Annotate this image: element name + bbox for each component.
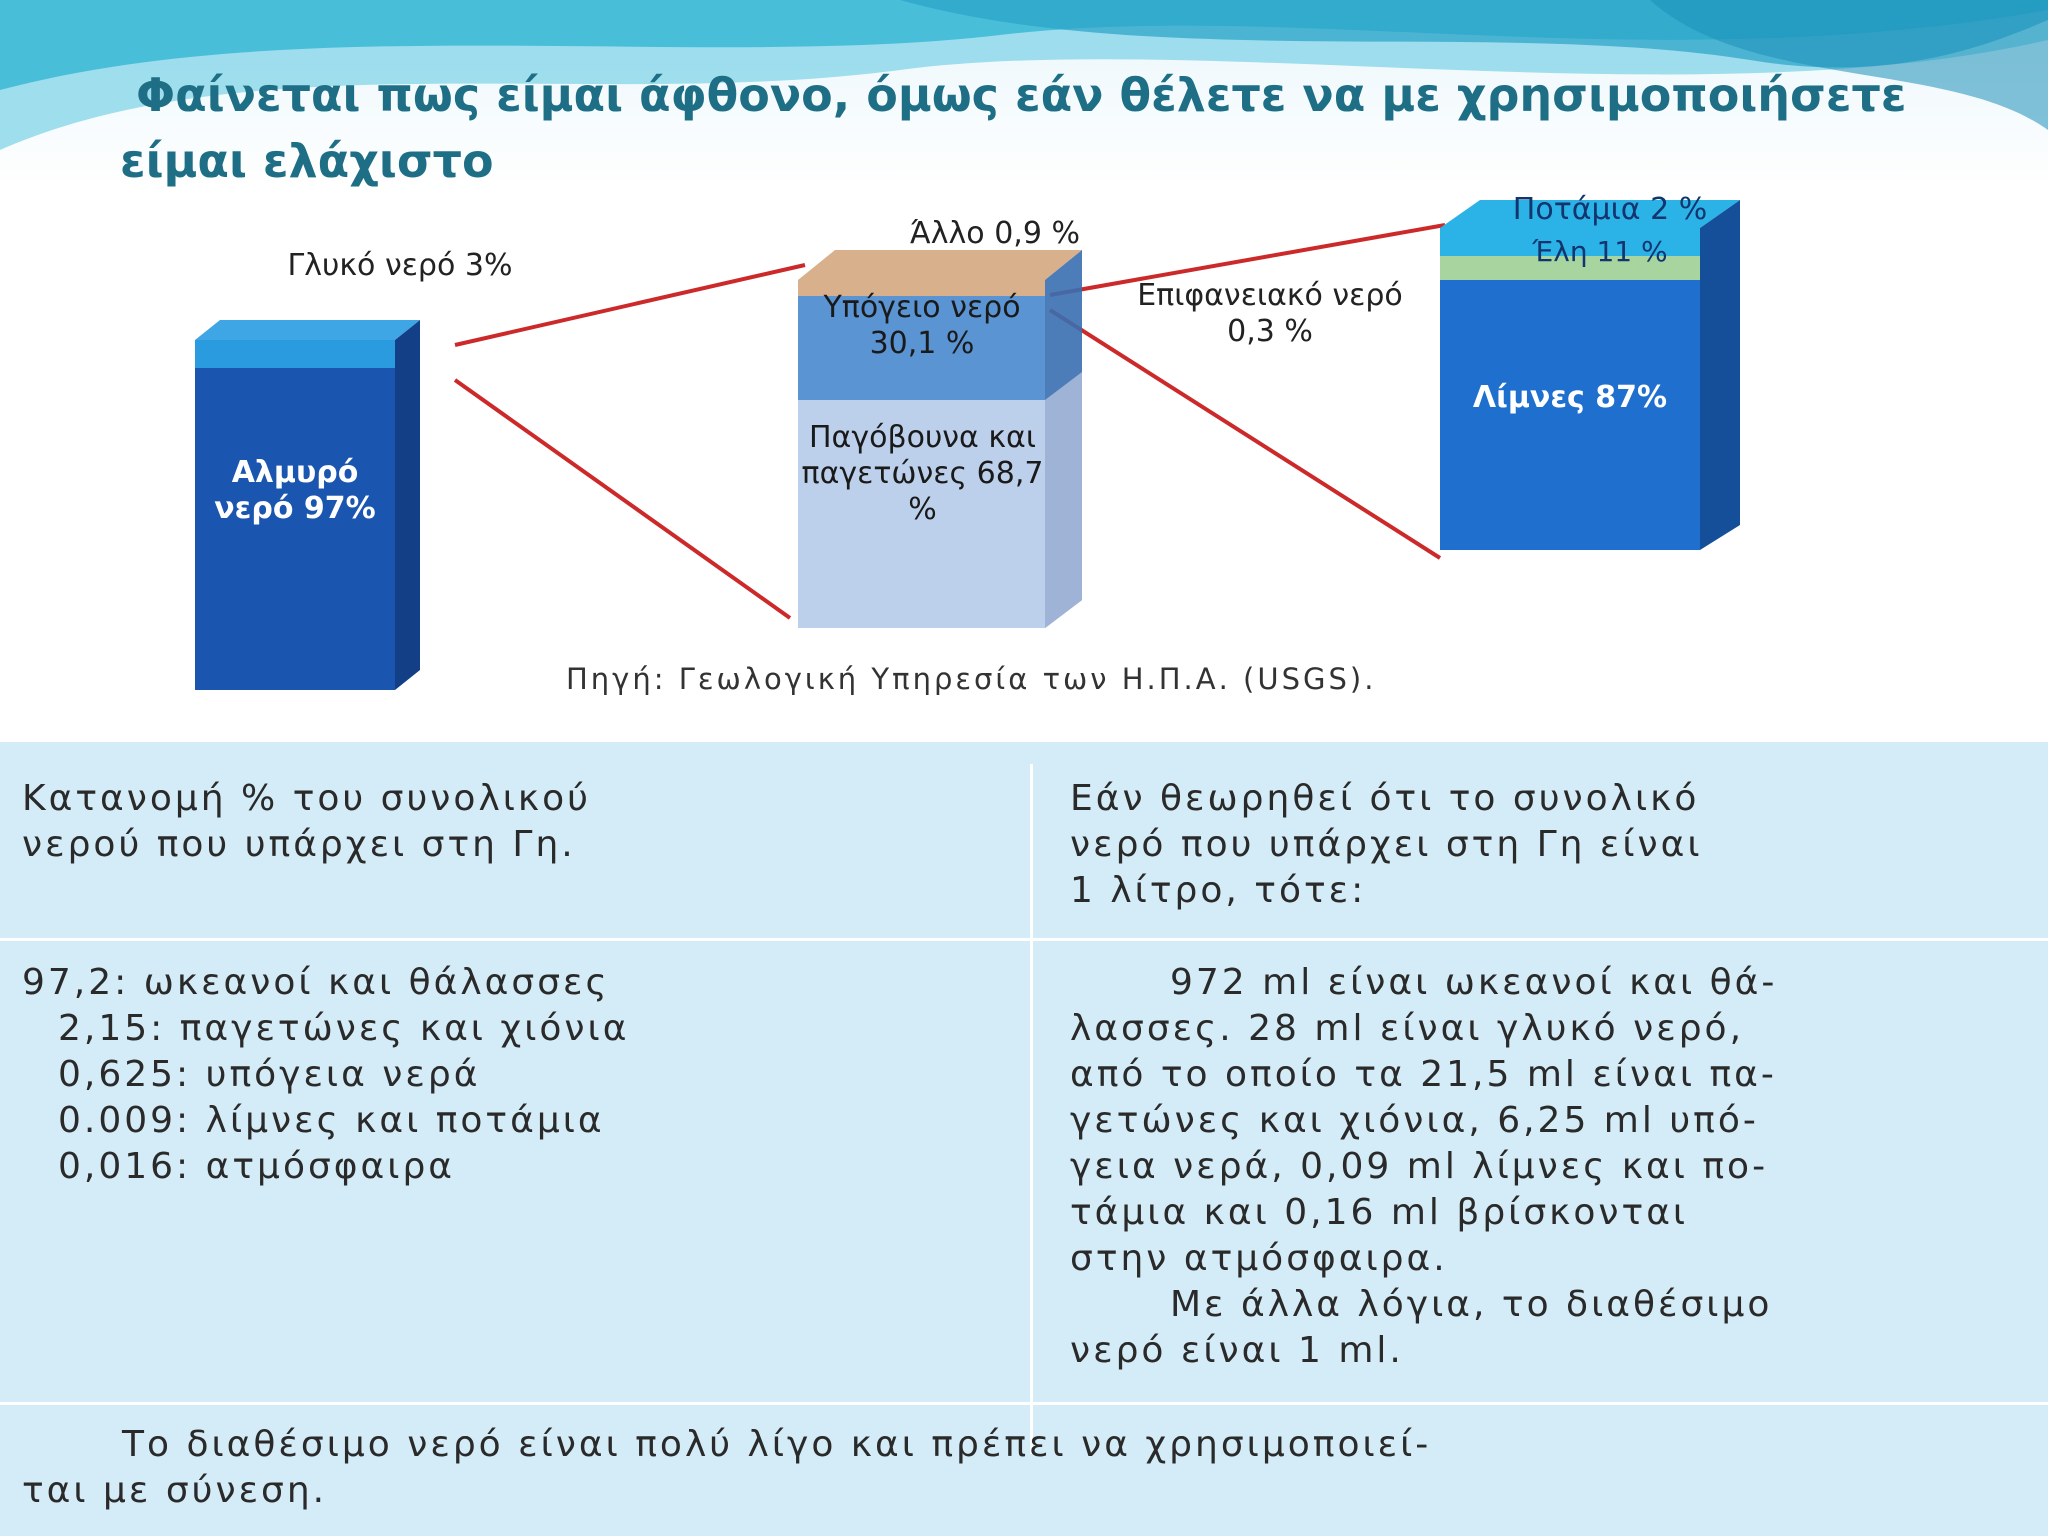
slide-header	[0, 0, 2048, 190]
body-right-line: γετώνες και χιόνια, 6,25 ml υπό-	[1070, 1100, 1759, 1141]
bar1-top-face	[195, 320, 420, 340]
body-right-line: νερό είναι 1 ml.	[1070, 1330, 1404, 1371]
slide-title: Φαίνεται πως είμαι άφθονο, όμως εάν θέλετε να με χρησιμοποιήσετε είμαι ελάχιστο	[120, 68, 1907, 188]
chart-source: Πηγή: Γεωλογική Υπηρεσία των Η.Π.Α. (USGS).	[566, 662, 1377, 696]
bar2-side-lower	[1045, 372, 1082, 628]
connector-line-bottom-1	[455, 380, 790, 618]
header-left	[22, 776, 1012, 868]
bar1-side-face	[395, 320, 420, 690]
footer-line: Το διαθέσιμο νερό είναι πολύ λίγο και πρέπει να χρησιμοποιεί-	[122, 1424, 1432, 1465]
label-salt-water: Αλμυρό νερό 97%	[214, 455, 376, 526]
label-lakes: Λίμνες 87%	[1472, 380, 1668, 415]
body-right-line: Με άλλα λόγια, το διαθέσιμο	[1170, 1284, 1773, 1325]
body-left-line: 2,15: παγετώνες και χιόνια	[58, 1008, 630, 1049]
label-surface-water: Επιφανειακό νερό 0,3 %	[1137, 278, 1403, 349]
water-table	[0, 742, 2048, 1536]
table-footer	[22, 1422, 2032, 1514]
body-right	[1070, 960, 2040, 1374]
table-vertical-divider	[1030, 764, 1033, 1454]
bar1-segment-salt	[195, 368, 395, 690]
header-left-line: νερού που υπάρχει στη Γη.	[22, 824, 576, 865]
bar1-segment-fresh	[195, 340, 395, 368]
body-left	[22, 960, 1012, 1190]
body-right-line: γεια νερά, 0,09 ml λίμνες και πο-	[1070, 1146, 1769, 1187]
body-left-line: 0.009: λίμνες και ποτάμια	[58, 1100, 605, 1141]
label-groundwater: Υπόγειο νερό 30,1 %	[823, 290, 1021, 361]
body-left-line: 97,2: ωκεανοί και θάλασσες	[22, 962, 610, 1003]
bar2-top-face	[798, 250, 1082, 280]
body-left-line: 0,016: ατμόσφαιρα	[58, 1146, 456, 1187]
water-distribution-chart	[0, 190, 2048, 730]
label-fresh-water: Γλυκό νερό 3%	[287, 248, 513, 283]
body-right-line: 972 ml είναι ωκεανοί και θά-	[1170, 962, 1778, 1003]
body-right-line: λασσες. 28 ml είναι γλυκό νερό,	[1070, 1008, 1745, 1049]
header-right-line: νερό που υπάρχει στη Γη είναι	[1070, 824, 1703, 865]
label-wetlands: Έλη 11 %	[1532, 235, 1668, 268]
body-right-line: τάμια και 0,16 ml βρίσκονται	[1070, 1192, 1689, 1233]
footer-line: ται με σύνεση.	[22, 1470, 328, 1511]
table-divider-1	[0, 938, 2048, 941]
header-right	[1070, 776, 2040, 914]
body-right-line: στην ατμόσφαιρα.	[1070, 1238, 1448, 1279]
header-right-line: Εάν θεωρηθεί ότι το συνολικό	[1070, 778, 1700, 819]
header-right-line: 1 λίτρο, τότε:	[1070, 870, 1367, 911]
label-rivers: Ποτάμια 2 %	[1512, 192, 1708, 227]
table-divider-2	[0, 1402, 2048, 1405]
body-left-line: 0,625: υπόγεια νερά	[58, 1054, 481, 1095]
label-other: Άλλο 0,9 %	[910, 216, 1080, 251]
label-ice: Παγόβουνα και παγετώνες 68,7 %	[801, 420, 1044, 527]
body-right-line: από το οποίο τα 21,5 ml είναι πα-	[1070, 1054, 1777, 1095]
header-left-line: Κατανομή % του συνολικού	[22, 778, 592, 819]
